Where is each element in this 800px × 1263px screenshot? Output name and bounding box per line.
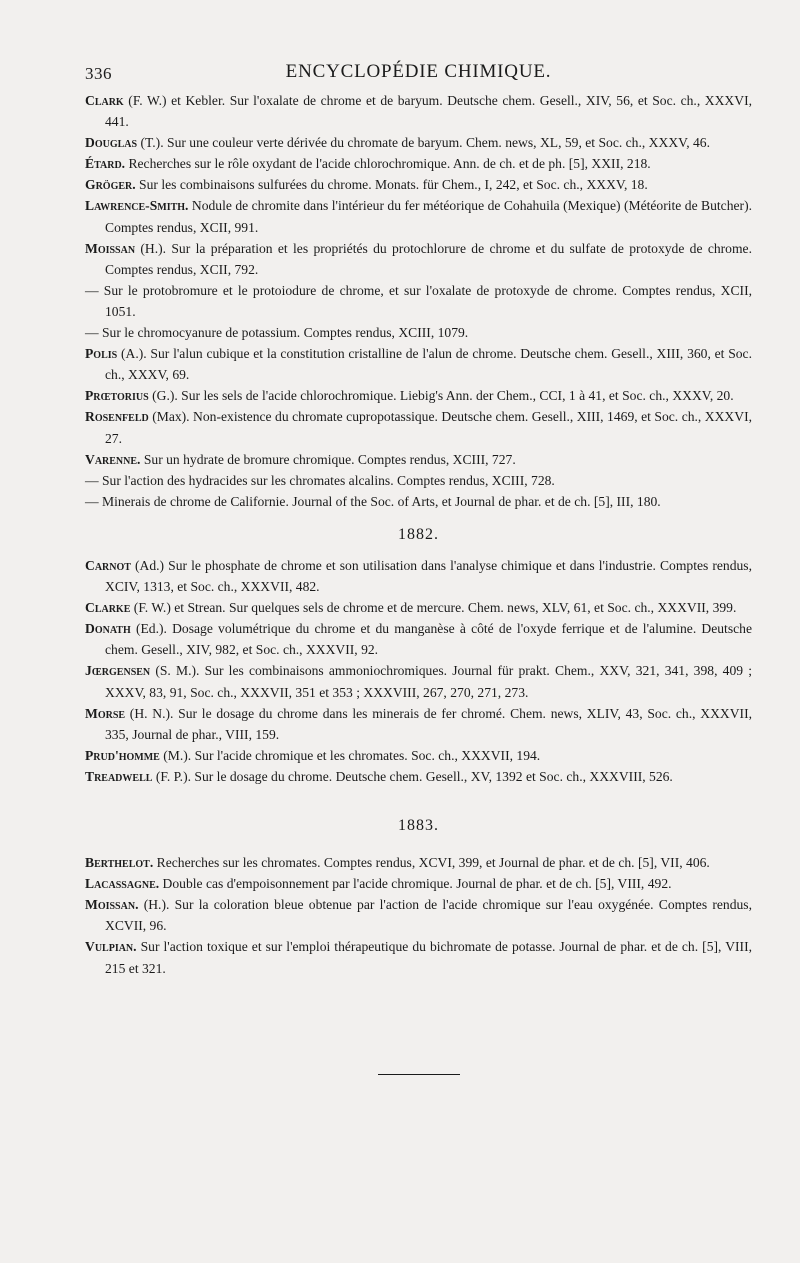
bibliography-entry <box>85 343 752 385</box>
entry-author: Moissan <box>85 240 136 256</box>
entry-author: Étard. <box>85 156 126 172</box>
entry-text: (H.). Sur la coloration bleue obtenue par l'action de l'acide chromique sur l'eau oxygénée. Comptes rendus, XCVII, 96. <box>105 897 752 934</box>
bibliography-entry <box>85 491 752 512</box>
bibliography-entry <box>85 745 752 766</box>
entry-author: Varenne. <box>85 451 141 467</box>
year-heading-1882: 1882. <box>398 525 439 543</box>
bibliography-entry <box>85 470 752 491</box>
bibliography-entry <box>85 132 752 153</box>
bibliography-entry <box>85 852 752 873</box>
bibliography-entry <box>85 280 752 322</box>
entry-author: Clark <box>85 93 124 108</box>
entry-author: Donath <box>85 621 131 637</box>
entry-text: (Max). Non-existence du chromate cupropotassique. Deutsche chem. Gesell., XIII, 1469, et Soc. ch., XXXVI, 27. <box>105 409 752 446</box>
bibliography-entry <box>85 90 752 132</box>
entries-before-1882 <box>85 90 752 512</box>
entry-author: Prud'homme <box>85 747 160 763</box>
entry-text: — Minerais de chrome de Californie. Journal of the Soc. of Arts, et Journal de phar. et de ch. [5], III, 180. <box>85 493 661 509</box>
entry-text: (F. P.). Sur le dosage du chrome. Deutsche chem. Gesell., XV, 1392 et Soc. ch., XXXVIII, 526. <box>152 768 673 784</box>
entry-text: Recherches sur le rôle oxydant de l'acide chlorochromique. Ann. de ch. et de ph. [5], XXII, 218. <box>125 156 651 172</box>
entry-author: Jœrgensen <box>85 663 151 679</box>
entry-text: (A.). Sur l'alun cubique et la constitution cristalline de l'alun de chrome. Deutsche chem. Gesell., XIII, 360, et Soc. ch., XXXV, 69. <box>105 346 752 383</box>
bibliography-entry <box>85 766 752 787</box>
entry-author: Prœtorius <box>85 388 149 404</box>
entry-text: (H.). Sur la préparation et les propriétés du protochlorure de chrome et du sulfate de protoxyde de chrome. Comptes rendus, XCII, 792. <box>105 240 752 277</box>
entry-author: Berthelot. <box>85 855 154 871</box>
entry-text: Sur un hydrate de bromure chromique. Comptes rendus, XCIII, 727. <box>140 451 516 467</box>
bibliography-entry <box>85 555 752 597</box>
bibliography-entry <box>85 597 752 618</box>
entry-text: (M.). Sur l'acide chromique et les chromates. Soc. ch., XXXVII, 194. <box>159 747 541 763</box>
entries-1882 <box>85 555 752 787</box>
entry-author: Douglas <box>85 135 138 151</box>
entry-text: Sur les combinaisons sulfurées du chrome. Monats. für Chem., I, 242, et Soc. ch., XXXV, 18. <box>135 177 648 193</box>
entry-text: Double cas d'empoisonnement par l'acide chromique. Journal de phar. et de ch. [5], VIII, 492. <box>159 876 672 892</box>
entry-text: (S. M.). Sur les combinaisons ammoniochromiques. Journal für prakt. Chem., XXV, 321, 341, 398, 409 ; XXXV, 83, 91, Soc. ch., XXXVII, 351 et 353 ; XXXVIII, 267, 270, 271, 273. <box>105 663 752 700</box>
bibliography-entry <box>85 449 752 470</box>
bibliography-entry <box>85 873 752 894</box>
bibliography-entry <box>85 174 752 195</box>
bibliography-entry <box>85 238 752 280</box>
entry-text: Sur l'action toxique et sur l'emploi thérapeutique du bichromate de potasse. Journal de phar. et de ch. [5], VIII, 215 et 321. <box>105 939 752 976</box>
entry-text: (H. N.). Sur le dosage du chrome dans les minerais de fer chromé. Chem. news, XLIV, 43, Soc. ch., XXXVII, 335, Journal de phar., VIII, 159. <box>105 705 752 742</box>
running-head <box>85 56 752 90</box>
entry-author: Lawrence-Smith. <box>85 198 189 214</box>
entry-text: (Ed.). Dosage volumétrique du chrome et du manganèse à côté de l'oxyde ferrique et de l'alumine. Deutsche chem. Gesell., XIV, 982, et Soc. ch., XXXVII, 92. <box>105 621 752 658</box>
bibliography-entry <box>85 936 752 978</box>
page-title: ENCYCLOPÉDIE CHIMIQUE. <box>285 61 552 82</box>
entry-author: Vulpian. <box>85 939 137 955</box>
bibliography-entry <box>85 195 752 237</box>
entry-author: Rosenfeld <box>85 409 149 425</box>
entry-author: Morse <box>85 705 126 721</box>
bibliography-entry <box>85 406 752 448</box>
entry-author: Clarke <box>85 600 131 616</box>
bibliography-entry <box>85 703 752 745</box>
entry-author: Lacassagne. <box>85 876 160 892</box>
bibliography-entry <box>85 385 752 406</box>
entries-1883 <box>85 852 752 979</box>
entry-text: (Ad.) Sur le phosphate de chrome et son utilisation dans l'analyse chimique et dans l'industrie. Comptes rendus, XCIV, 1313, et Soc. ch., XXXVII, 482. <box>105 557 752 595</box>
bibliography-entry <box>85 660 752 702</box>
entry-author: Polis <box>85 346 118 362</box>
end-rule-divider <box>378 1074 460 1075</box>
entry-author: Gröger. <box>85 177 136 193</box>
entry-text: Nodule de chromite dans l'intérieur du fer météorique de Cohahuila (Mexique) (Météorite de Butcher). Comptes rendus, XCII, 991. <box>105 198 752 235</box>
bibliography-entry <box>85 153 752 174</box>
entry-text: (F. W.) et Strean. Sur quelques sels de chrome et de mercure. Chem. news, XLV, 61, et Soc. ch., XXXVII, 399. <box>130 600 737 616</box>
entry-text: — Sur le chromocyanure de potassium. Comptes rendus, XCIII, 1079. <box>85 325 469 341</box>
entry-text: — Sur le protobromure et le protoiodure de chrome, et sur l'oxalate de protoxyde de chrome. Comptes rendus, XCII, 1051. <box>85 282 752 319</box>
year-heading-1883: 1883. <box>398 817 439 834</box>
entry-author: Carnot <box>85 557 131 573</box>
entry-text: (G.). Sur les sels de l'acide chlorochromique. Liebig's Ann. der Chem., CCI, 1 à 41, et Soc. ch., XXXV, 20. <box>148 388 734 404</box>
bibliography-entry <box>85 618 752 660</box>
entry-author: Treadwell <box>85 768 153 784</box>
entry-text: — Sur l'action des hydracides sur les chromates alcalins. Comptes rendus, XCIII, 728. <box>85 472 555 488</box>
entry-text: (F. W.) et Kebler. Sur l'oxalate de chrome et de baryum. Deutsche chem. Gesell., XIV, 56, et Soc. ch., XXXVI, 441. <box>105 93 752 130</box>
entry-author: Moissan. <box>85 897 139 913</box>
entry-text: (T.). Sur une couleur verte dérivée du chromate de baryum. Chem. news, XL, 59, et Soc. ch., XXXV, 46. <box>137 135 710 151</box>
bibliography-entries <box>85 90 752 979</box>
entry-text: Recherches sur les chromates. Comptes rendus, XCVI, 399, et Journal de phar. et de ch. [5], VII, 406. <box>153 855 710 871</box>
bibliography-entry <box>85 894 752 936</box>
bibliography-entry <box>85 322 752 343</box>
page-number: 336 <box>85 64 112 83</box>
